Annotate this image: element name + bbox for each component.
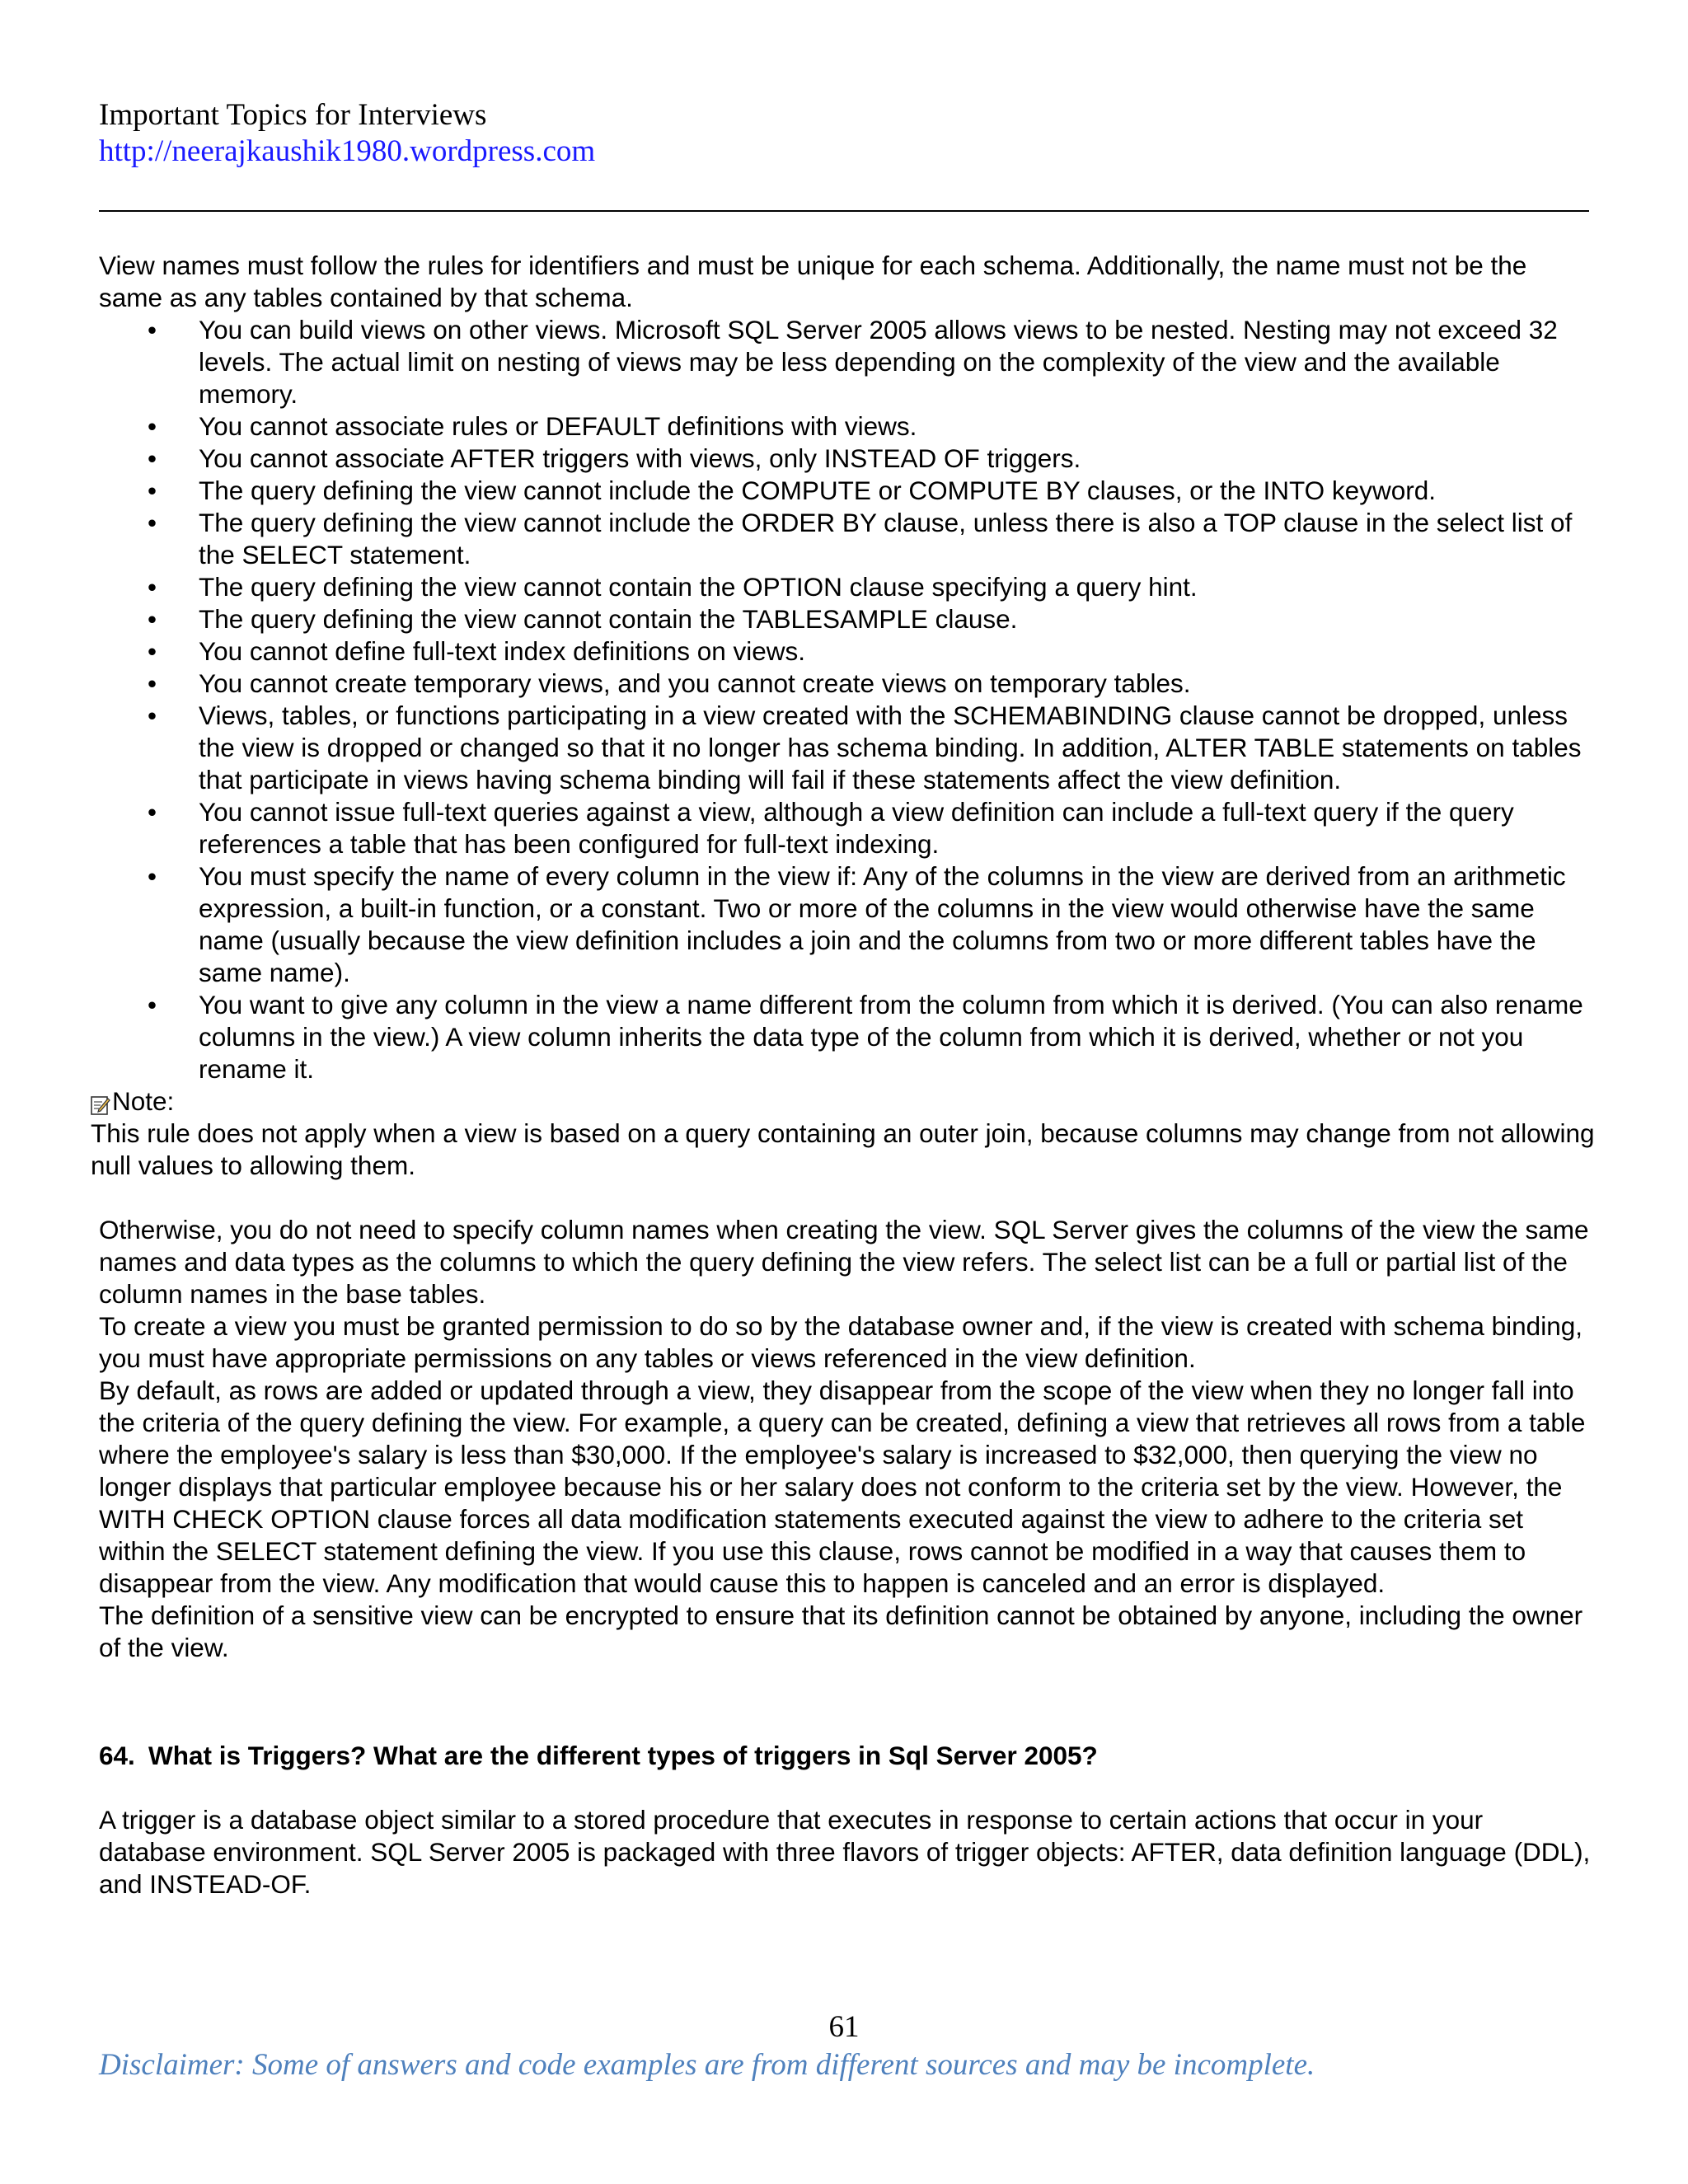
list-item: • You cannot associate rules or DEFAULT definitions with views. — [199, 410, 1595, 443]
note-block — [91, 1085, 1595, 1182]
list-item: • You cannot associate AFTER triggers with views, only INSTEAD OF triggers. — [199, 443, 1595, 475]
list-item: • The query defining the view cannot include the ORDER BY clause, unless there is also a TOP clause in the select list of the SELECT statement. — [199, 507, 1595, 571]
paragraph: Otherwise, you do not need to specify column names when creating the view. SQL Server gives the columns of the view the same names and data types as the columns to which the query defining the view refers. The select list can be a full or partial list of the column names in the base tables. — [99, 1215, 1589, 1309]
header-link[interactable]: http://neerajkaushik1980.wordpress.com — [99, 134, 596, 168]
paragraph: To create a view you must be granted permission to do so by the database owner and, if the view is created with schema binding, you must have appropriate permissions on any tables or views referenced in the view definition. — [99, 1311, 1582, 1373]
spacer — [99, 1772, 1595, 1804]
list-item: • Views, tables, or functions participating in a view created with the SCHEMABINDING clause cannot be dropped, unless the view is dropped or changed so that it no longer has schema binding. In addition, ALTER TABLE statements on tables that participate in views having schema binding will fail if these statements affect the view definition. — [199, 700, 1595, 796]
header-divider — [99, 210, 1589, 212]
intro-paragraph: View names must follow the rules for identifiers and must be unique for each schema. Additionally, the name must not be the same as any tables contained by that schema. — [99, 251, 1527, 312]
rules-list — [99, 314, 1595, 1085]
paragraph: The definition of a sensitive view can be encrypted to ensure that its definition cannot be obtained by anyone, including the owner of the view. — [99, 1601, 1583, 1662]
header-title: Important Topics for Interviews — [99, 98, 487, 132]
footer-disclaimer: Disclaimer: Some of answers and code examples are from different sources and may be incomplete. — [99, 2048, 1315, 2082]
note-label-row — [91, 1085, 1595, 1118]
list-item: • The query defining the view cannot contain the TABLESAMPLE clause. — [199, 603, 1595, 635]
list-item: • The query defining the view cannot contain the OPTION clause specifying a query hint. — [199, 571, 1595, 603]
list-item: • The query defining the view cannot include the COMPUTE or COMPUTE BY clauses, or the INTO keyword. — [199, 475, 1595, 507]
note-edit-icon — [91, 1091, 110, 1113]
question-text: What is Triggers? What are the different types of triggers in Sql Server 2005? — [148, 1741, 1098, 1770]
question-heading — [99, 1740, 1595, 1772]
answer-paragraph: A trigger is a database object similar to a stored procedure that executes in response to certain actions that occur in your database environment. SQL Server 2005 is packaged with three flavors of trigger objects: AFTER, data definition language (DDL), and INSTEAD-OF. — [99, 1805, 1591, 1899]
list-item: • You cannot issue full-text queries against a view, although a view definition can include a full-text query if the query references a table that has been configured for full-text indexing. — [199, 796, 1595, 860]
spacer — [99, 1182, 1595, 1214]
list-item: • You must specify the name of every column in the view if: Any of the columns in the view are derived from an arithmetic expression, a built-in function, or a constant. Two or more of the columns in the view would otherwise have the same name (usually because the view definition includes a join and the columns from two or more different tables have the same name). — [199, 860, 1595, 989]
page-header — [99, 97, 1591, 170]
list-item: • You cannot define full-text index definitions on views. — [199, 635, 1595, 668]
spacer — [99, 1664, 1595, 1740]
note-text: This rule does not apply when a view is based on a query containing an outer join, because columns may change from not allowing null values to allowing them. — [91, 1118, 1595, 1180]
document-body — [91, 250, 1595, 1900]
list-item: • You cannot create temporary views, and you cannot create views on temporary tables. — [199, 668, 1595, 700]
question-number: 64. — [99, 1741, 135, 1770]
note-label: Note: — [112, 1086, 175, 1116]
list-item: • You can build views on other views. Microsoft SQL Server 2005 allows views to be nested. Nesting may not exceed 32 levels. The actual limit on nesting of views may be less depending on the complexity of the view and the available memory. — [199, 314, 1595, 410]
page-number: 61 — [828, 2010, 860, 2044]
list-item: • You want to give any column in the view a name different from the column from which it is derived. (You can also rename columns in the view.) A view column inherits the data type of the column from which it is derived, whether or not you rename it. — [199, 989, 1595, 1085]
paragraph: By default, as rows are added or updated through a view, they disappear from the scope of the view when they no longer fall into the criteria of the query defining the view. For example, a query can be created, defining a view that retrieves all rows from a table where the employee's salary is less than $30,000. If the employee's salary is increased to $32,000, then querying the view no longer displays that particular employee because his or her salary does not conform to the criteria set by the view. However, the WITH CHECK OPTION clause forces all data modification statements executed against the view to adhere to the criteria set within the SELECT statement defining the view. If you use this clause, rows cannot be modified in a way that causes them to disappear from the view. Any modification that would cause this to happen is canceled and an error is displayed. — [99, 1376, 1586, 1598]
